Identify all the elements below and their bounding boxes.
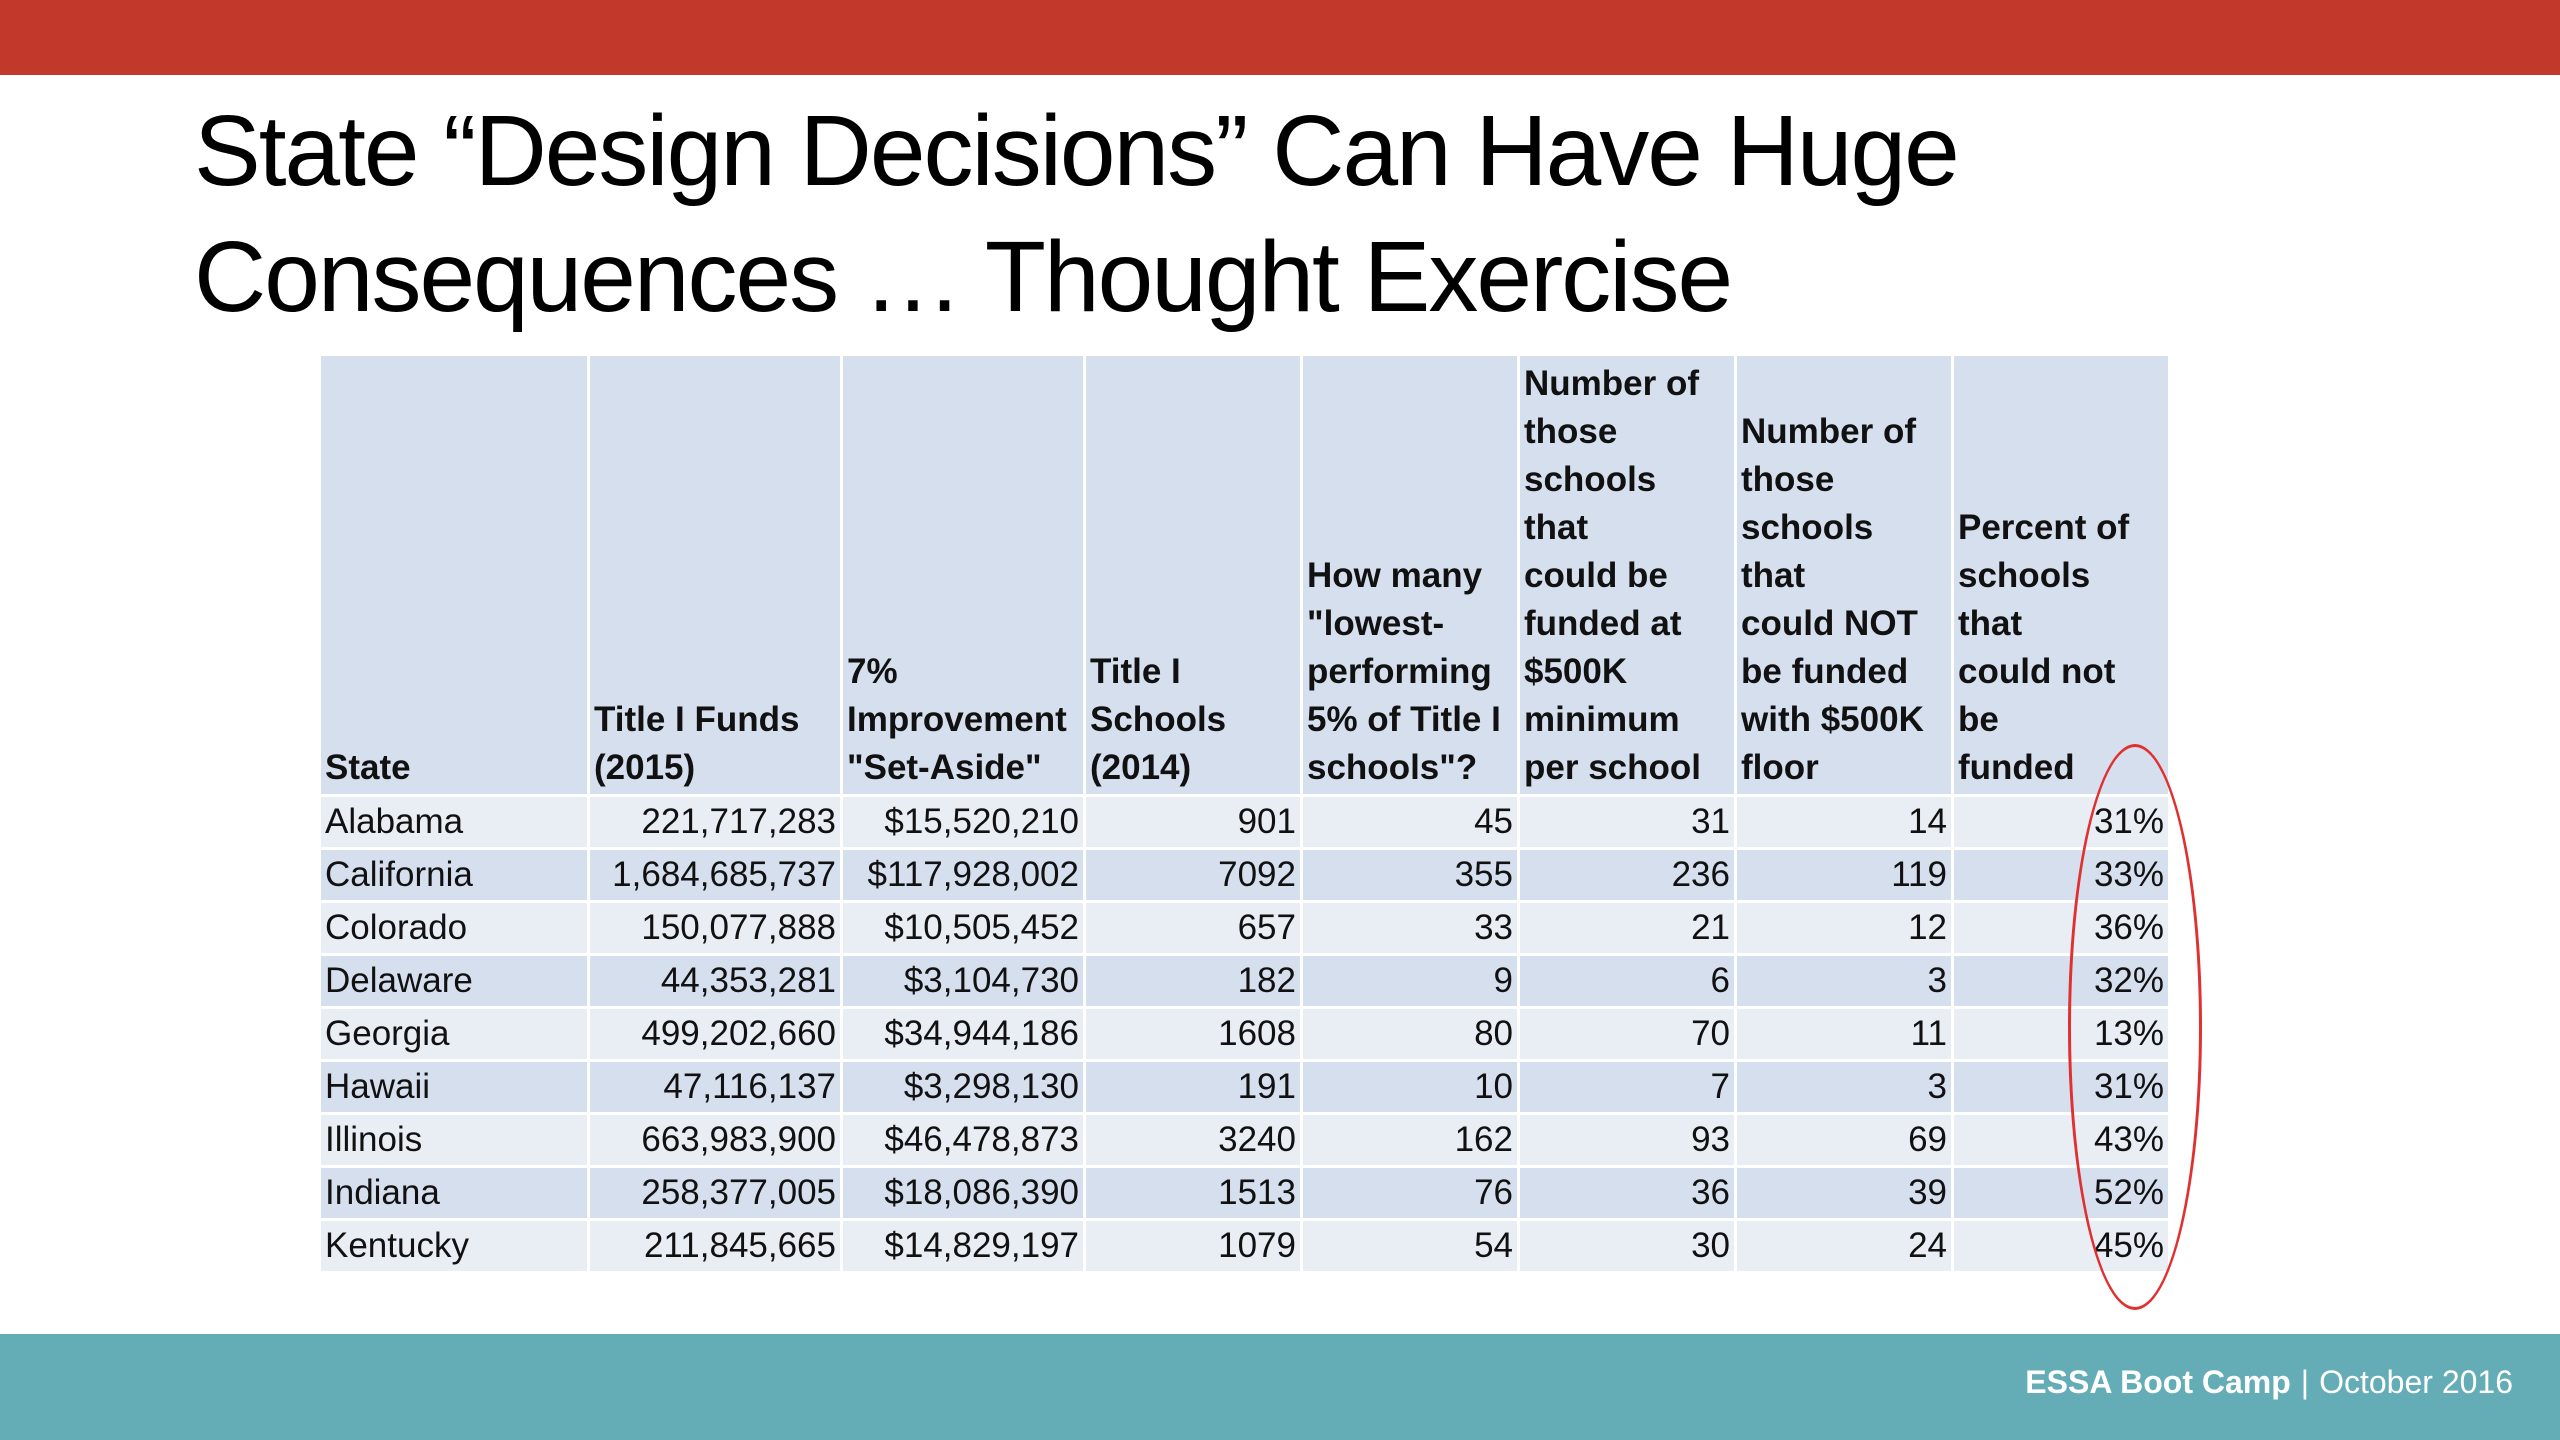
data-table-container — [318, 353, 2171, 1274]
cell-percent-not-funded: 43% — [1954, 1115, 2168, 1165]
cell-lowest-performing: 162 — [1303, 1115, 1517, 1165]
slide-title-line-1: State “Design Decisions” Can Have Huge — [194, 95, 1958, 207]
table-row — [321, 903, 2168, 953]
cell-set-aside: $46,478,873 — [843, 1115, 1083, 1165]
highlight-ellipse — [2068, 744, 2202, 1310]
table-row — [321, 797, 2168, 847]
cell-not-funded-count: 3 — [1737, 1062, 1951, 1112]
top-accent-bar — [0, 0, 2560, 75]
cell-title-i-funds: 499,202,660 — [590, 1009, 840, 1059]
cell-percent-not-funded: 32% — [1954, 956, 2168, 1006]
cell-state: Alabama — [321, 797, 587, 847]
cell-title-i-funds: 44,353,281 — [590, 956, 840, 1006]
table-row — [321, 956, 2168, 1006]
cell-funded-count: 93 — [1520, 1115, 1734, 1165]
cell-set-aside: $3,104,730 — [843, 956, 1083, 1006]
cell-title-i-schools: 1513 — [1086, 1168, 1300, 1218]
cell-title-i-schools: 901 — [1086, 797, 1300, 847]
table-row — [321, 1168, 2168, 1218]
cell-set-aside: $10,505,452 — [843, 903, 1083, 953]
data-table — [318, 353, 2171, 1274]
cell-percent-not-funded: 31% — [1954, 797, 2168, 847]
cell-not-funded-count: 3 — [1737, 956, 1951, 1006]
cell-state: Colorado — [321, 903, 587, 953]
cell-funded-count: 30 — [1520, 1221, 1734, 1271]
cell-lowest-performing: 80 — [1303, 1009, 1517, 1059]
cell-title-i-funds: 663,983,900 — [590, 1115, 840, 1165]
cell-percent-not-funded: 36% — [1954, 903, 2168, 953]
column-header-funded-count: Number of those schools that could be funded at $500K minimum per school — [1520, 356, 1734, 794]
cell-funded-count: 236 — [1520, 850, 1734, 900]
cell-lowest-performing: 76 — [1303, 1168, 1517, 1218]
cell-title-i-funds: 150,077,888 — [590, 903, 840, 953]
cell-not-funded-count: 39 — [1737, 1168, 1951, 1218]
table-row — [321, 1221, 2168, 1271]
footer — [2025, 1360, 2513, 1404]
table-row — [321, 1062, 2168, 1112]
column-header-state: State — [321, 356, 587, 794]
footer-event-name: ESSA Boot Camp — [2025, 1364, 2291, 1400]
cell-not-funded-count: 119 — [1737, 850, 1951, 900]
cell-funded-count: 31 — [1520, 797, 1734, 847]
cell-percent-not-funded: 45% — [1954, 1221, 2168, 1271]
cell-title-i-funds: 258,377,005 — [590, 1168, 840, 1218]
cell-state: Indiana — [321, 1168, 587, 1218]
table-row — [321, 1009, 2168, 1059]
cell-lowest-performing: 355 — [1303, 850, 1517, 900]
cell-state: Delaware — [321, 956, 587, 1006]
cell-state: Georgia — [321, 1009, 587, 1059]
cell-set-aside: $3,298,130 — [843, 1062, 1083, 1112]
cell-set-aside: $117,928,002 — [843, 850, 1083, 900]
cell-set-aside: $14,829,197 — [843, 1221, 1083, 1271]
cell-title-i-funds: 221,717,283 — [590, 797, 840, 847]
column-header-percent-not-funded: Percent of schools that could not be funded — [1954, 356, 2168, 794]
cell-funded-count: 7 — [1520, 1062, 1734, 1112]
table-row — [321, 850, 2168, 900]
slide-title-line-2: Consequences … Thought Exercise — [194, 221, 1732, 333]
cell-percent-not-funded: 33% — [1954, 850, 2168, 900]
cell-percent-not-funded: 31% — [1954, 1062, 2168, 1112]
cell-funded-count: 6 — [1520, 956, 1734, 1006]
cell-not-funded-count: 12 — [1737, 903, 1951, 953]
cell-title-i-funds: 1,684,685,737 — [590, 850, 840, 900]
cell-title-i-schools: 3240 — [1086, 1115, 1300, 1165]
cell-title-i-funds: 211,845,665 — [590, 1221, 840, 1271]
cell-title-i-schools: 7092 — [1086, 850, 1300, 900]
column-header-not-funded-count: Number of those schools that could NOT be funded with $500K floor — [1737, 356, 1951, 794]
cell-set-aside: $18,086,390 — [843, 1168, 1083, 1218]
cell-state: Hawaii — [321, 1062, 587, 1112]
cell-title-i-schools: 191 — [1086, 1062, 1300, 1112]
footer-separator: | — [2300, 1364, 2310, 1400]
cell-percent-not-funded: 52% — [1954, 1168, 2168, 1218]
cell-state: California — [321, 850, 587, 900]
cell-title-i-schools: 657 — [1086, 903, 1300, 953]
slide-title — [194, 88, 2394, 340]
cell-lowest-performing: 9 — [1303, 956, 1517, 1006]
cell-not-funded-count: 24 — [1737, 1221, 1951, 1271]
cell-funded-count: 70 — [1520, 1009, 1734, 1059]
footer-date: October 2016 — [2319, 1364, 2513, 1400]
cell-title-i-schools: 1079 — [1086, 1221, 1300, 1271]
cell-not-funded-count: 14 — [1737, 797, 1951, 847]
cell-lowest-performing: 10 — [1303, 1062, 1517, 1112]
cell-state: Illinois — [321, 1115, 587, 1165]
table-row — [321, 1115, 2168, 1165]
cell-title-i-schools: 1608 — [1086, 1009, 1300, 1059]
cell-set-aside: $34,944,186 — [843, 1009, 1083, 1059]
cell-funded-count: 36 — [1520, 1168, 1734, 1218]
cell-lowest-performing: 45 — [1303, 797, 1517, 847]
column-header-title-i-schools: Title I Schools (2014) — [1086, 356, 1300, 794]
cell-percent-not-funded: 13% — [1954, 1009, 2168, 1059]
cell-lowest-performing: 54 — [1303, 1221, 1517, 1271]
column-header-title-i-funds: Title I Funds (2015) — [590, 356, 840, 794]
column-header-set-aside: 7% Improvement "Set-Aside" — [843, 356, 1083, 794]
cell-funded-count: 21 — [1520, 903, 1734, 953]
cell-title-i-schools: 182 — [1086, 956, 1300, 1006]
table-header-row — [321, 356, 2168, 794]
cell-lowest-performing: 33 — [1303, 903, 1517, 953]
cell-state: Kentucky — [321, 1221, 587, 1271]
cell-not-funded-count: 11 — [1737, 1009, 1951, 1059]
cell-not-funded-count: 69 — [1737, 1115, 1951, 1165]
cell-set-aside: $15,520,210 — [843, 797, 1083, 847]
column-header-lowest-performing: How many "lowest- performing 5% of Title I schools"? — [1303, 356, 1517, 794]
cell-title-i-funds: 47,116,137 — [590, 1062, 840, 1112]
